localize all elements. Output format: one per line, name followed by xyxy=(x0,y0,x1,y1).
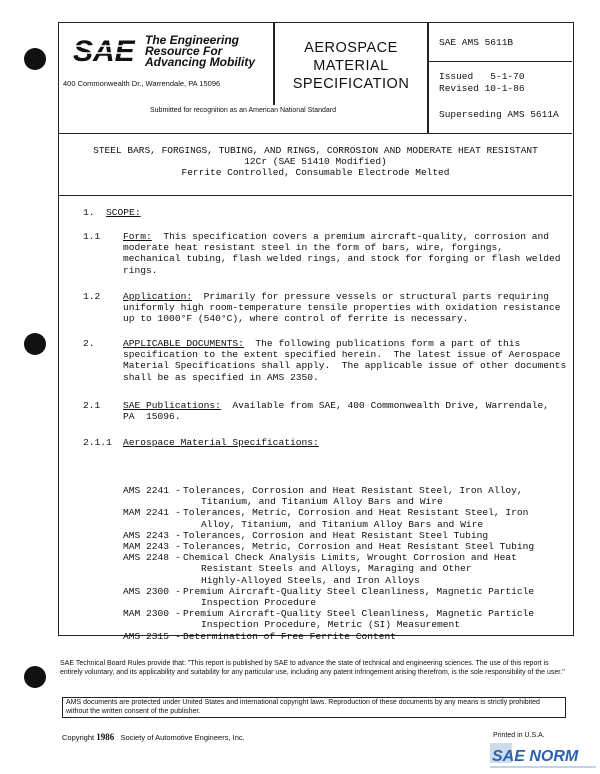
ams-desc xyxy=(183,552,551,586)
desc-line: Chemical Check Analysis Limits, Wrought Corrosion and Heat xyxy=(183,552,517,564)
ams-code: AMS 2241 xyxy=(123,485,170,496)
list-item: AMS 2248 - Chemical Check Analysis Limits, Wrought Corrosion and Heat Resistant Steels and Alloys, Maraging and Other Highly-Alloyed Steels, and Iron Alloys xyxy=(123,552,551,586)
section-number: 1.1 xyxy=(83,231,101,242)
paragraph-line: specification to the extent specified herein. The latest issue of Aerospace xyxy=(123,349,561,361)
desc-line: Premium Aircraft-Quality Steel Cleanliness, Magnetic Particle xyxy=(183,608,535,620)
list-item: AMS 2300 - Premium Aircraft-Quality Steel Cleanliness, Magnetic Particle Inspection Procedure xyxy=(123,586,551,608)
ams-desc xyxy=(183,507,551,529)
title-line-3: Ferrite Controlled, Consumable Electrode Melted xyxy=(181,167,450,178)
ams-desc xyxy=(183,530,551,541)
document-id-cell xyxy=(429,23,572,133)
paragraph-line: rings. xyxy=(123,264,158,276)
copyright-prefix: Copyright xyxy=(62,733,95,742)
ams-code: MAM 2300 xyxy=(123,608,170,620)
copyright-line xyxy=(62,732,245,742)
submitted-note: Submitted for recognition as an American National Standard xyxy=(150,107,336,114)
sae-tagline xyxy=(145,35,255,68)
copyright-year: 1986 xyxy=(96,732,115,742)
section-2-1-1-head: Aerospace Material Specifications: xyxy=(123,437,319,448)
ams-code: AMS 2300 xyxy=(123,585,170,597)
desc-line: Tolerances, Corrosion and Heat Resistant Steel, Iron Alloy, xyxy=(183,485,523,496)
section-2 xyxy=(123,338,566,383)
list-item: AMS 2315 - Determination of Free Ferrite Content xyxy=(123,631,551,642)
section-title: SCOPE: xyxy=(106,207,141,218)
sae-logo xyxy=(73,35,137,65)
paragraph-line: The following publications form a part of this xyxy=(255,338,521,349)
paragraph-line: up to 1000°F (540°C), where control of ferrite is necessary. xyxy=(123,313,469,325)
punch-hole-middle xyxy=(24,333,46,355)
list-item: MAM 2300 - Premium Aircraft-Quality Steel Cleanliness, Magnetic Particle Inspection Procedure, Metric (SI) Measurement xyxy=(123,608,551,630)
section-1-heading xyxy=(83,207,141,218)
header-row xyxy=(59,23,572,134)
ams-desc xyxy=(183,485,551,507)
list-item: MAM 2241 - Tolerances, Metric, Corrosion and Heat Resistant Steel, Iron Alloy, Titanium, and Titanium Alloy Bars and Wire xyxy=(123,507,551,529)
divider xyxy=(273,23,275,105)
ams-desc xyxy=(183,608,551,630)
board-rules-note: SAE Technical Board Rules provide that: "This report is published by SAE to advance the state of technical and engineering sciences. The use of this report is entirely voluntary, and its applicability and suitability for any particular use, including any patent infringement arising therefrom, is the sole responsibility of the user." xyxy=(60,660,565,676)
title-line: MATERIAL xyxy=(313,58,389,74)
paragraph-line: Material Specifications shall apply. The applicable issue of other documents xyxy=(123,360,567,372)
tagline-line: Advancing Mobility xyxy=(145,55,256,69)
desc-line: Highly-Alloyed Steels, and Iron Alloys xyxy=(201,574,420,586)
issued-date: Issued 5-1-70 xyxy=(439,71,525,82)
punch-hole-top xyxy=(24,48,46,70)
sae-norm-stamp xyxy=(490,741,598,771)
paragraph-line: Primarily for pressure vessels or structural parts requiring xyxy=(203,291,550,302)
paragraph-line: This specification covers a premium aircraft-quality, corrosion and xyxy=(163,231,550,242)
desc-line: Titanium, and Titanium Alloy Bars and Wire xyxy=(201,496,443,508)
ams-desc xyxy=(183,631,551,642)
desc-line: Resistant Steels and Alloys, Maraging and Other xyxy=(201,563,472,575)
list-item: AMS 2243 - Tolerances, Corrosion and Heat Resistant Steel Tubing xyxy=(123,530,551,541)
desc-line: Determination of Free Ferrite Content xyxy=(183,630,397,642)
paragraph-line: PA 15096. xyxy=(123,411,181,423)
paragraph-line: uniformly high room-temperature tensile properties with oxidation resistance xyxy=(123,302,561,314)
title-rule xyxy=(59,195,572,196)
title-line-2: 12Cr (SAE 51410 Modified) xyxy=(244,156,387,167)
copyright-notice-box: AMS documents are protected under United States and international copyright laws. Reproduction of these documents by any means is strictly prohibited without the written consent of the publisher. xyxy=(62,697,566,718)
issue-dates xyxy=(439,71,525,95)
desc-line: Alloy, Titanium, and Titanium Alloy Bars and Wire xyxy=(201,518,484,530)
paragraph-line: mechanical tubing, flash welded rings, and stock for forging or flash welded xyxy=(123,253,561,265)
section-head: Application: xyxy=(123,291,193,302)
paragraph-line: Available from SAE, 400 Commonwealth Drive, Warrendale, xyxy=(232,400,550,411)
sae-address: 400 Commonwealth Dr., Warrendale, PA 15096 xyxy=(63,79,221,88)
ams-code: MAM 2243 xyxy=(123,541,170,553)
title-line-1: STEEL BARS, FORGINGS, TUBING, AND RINGS, CORROSION AND MODERATE HEAT RESISTANT xyxy=(93,145,538,156)
spec-type-title xyxy=(275,39,427,93)
revised-date: Revised 10-1-86 xyxy=(439,83,525,94)
stamp-text: SAE NORM xyxy=(492,748,579,765)
superseding: Superseding AMS 5611A xyxy=(439,109,559,120)
section-number: 1. xyxy=(83,207,95,218)
ams-code: MAM 2241 xyxy=(123,507,170,519)
list-item: AMS 2241 - Tolerances, Corrosion and Heat Resistant Steel, Iron Alloy, Titanium, and Titanium Alloy Bars and Wire xyxy=(123,485,551,507)
section-1-2 xyxy=(123,291,561,325)
document-title xyxy=(59,145,572,178)
section-2-1 xyxy=(123,400,549,422)
list-item: MAM 2243 - Tolerances, Metric, Corrosion and Heat Resistant Steel Tubing xyxy=(123,541,551,552)
section-number: 1.2 xyxy=(83,291,101,302)
desc-line: Premium Aircraft-Quality Steel Cleanliness, Magnetic Particle xyxy=(183,585,535,597)
punch-hole-bottom xyxy=(24,666,46,688)
section-head: APPLICABLE DOCUMENTS: xyxy=(123,338,244,349)
tagline-line: Resource For xyxy=(145,44,223,58)
section-number: 2. xyxy=(83,338,95,349)
doc-number: SAE AMS 5611B xyxy=(439,37,514,48)
logo-cell xyxy=(59,23,427,133)
ams-code: AMS 2315 xyxy=(123,630,170,642)
sae-logo-text: SAE xyxy=(73,35,135,65)
section-number: 2.1 xyxy=(83,400,101,411)
tagline-line: The Engineering xyxy=(145,33,240,47)
copyright-holder: Society of Automotive Engineers, Inc. xyxy=(120,733,245,742)
desc-line: Tolerances, Metric, Corrosion and Heat Resistant Steel Tubing xyxy=(183,541,535,553)
section-head: Form: xyxy=(123,231,152,242)
doc-number-box xyxy=(429,23,572,62)
document-frame xyxy=(58,22,574,642)
title-line: SPECIFICATION xyxy=(292,76,410,92)
desc-line: Tolerances, Metric, Corrosion and Heat Resistant Steel, Iron xyxy=(183,507,529,519)
desc-line: Inspection Procedure xyxy=(201,597,317,609)
ams-code: AMS 2248 xyxy=(123,552,170,564)
ams-code: AMS 2243 xyxy=(123,529,170,541)
paragraph-line: moderate heat resistant steel in the form of bars, wire, forgings, xyxy=(123,242,503,254)
section-1-1 xyxy=(123,231,561,276)
ams-list xyxy=(123,485,551,642)
printed-in: Printed in U.S.A. xyxy=(493,732,545,739)
paragraph-line: shall be as specified in AMS 2350. xyxy=(123,371,319,383)
section-number: 2.1.1 xyxy=(83,437,112,448)
section-head: SAE Publications: xyxy=(123,400,221,411)
ams-desc xyxy=(183,586,551,608)
ams-desc xyxy=(183,541,551,552)
title-line: AEROSPACE xyxy=(304,40,398,56)
desc-line: Inspection Procedure, Metric (SI) Measurement xyxy=(201,619,461,631)
desc-line: Tolerances, Corrosion and Heat Resistant Steel Tubing xyxy=(183,529,489,541)
